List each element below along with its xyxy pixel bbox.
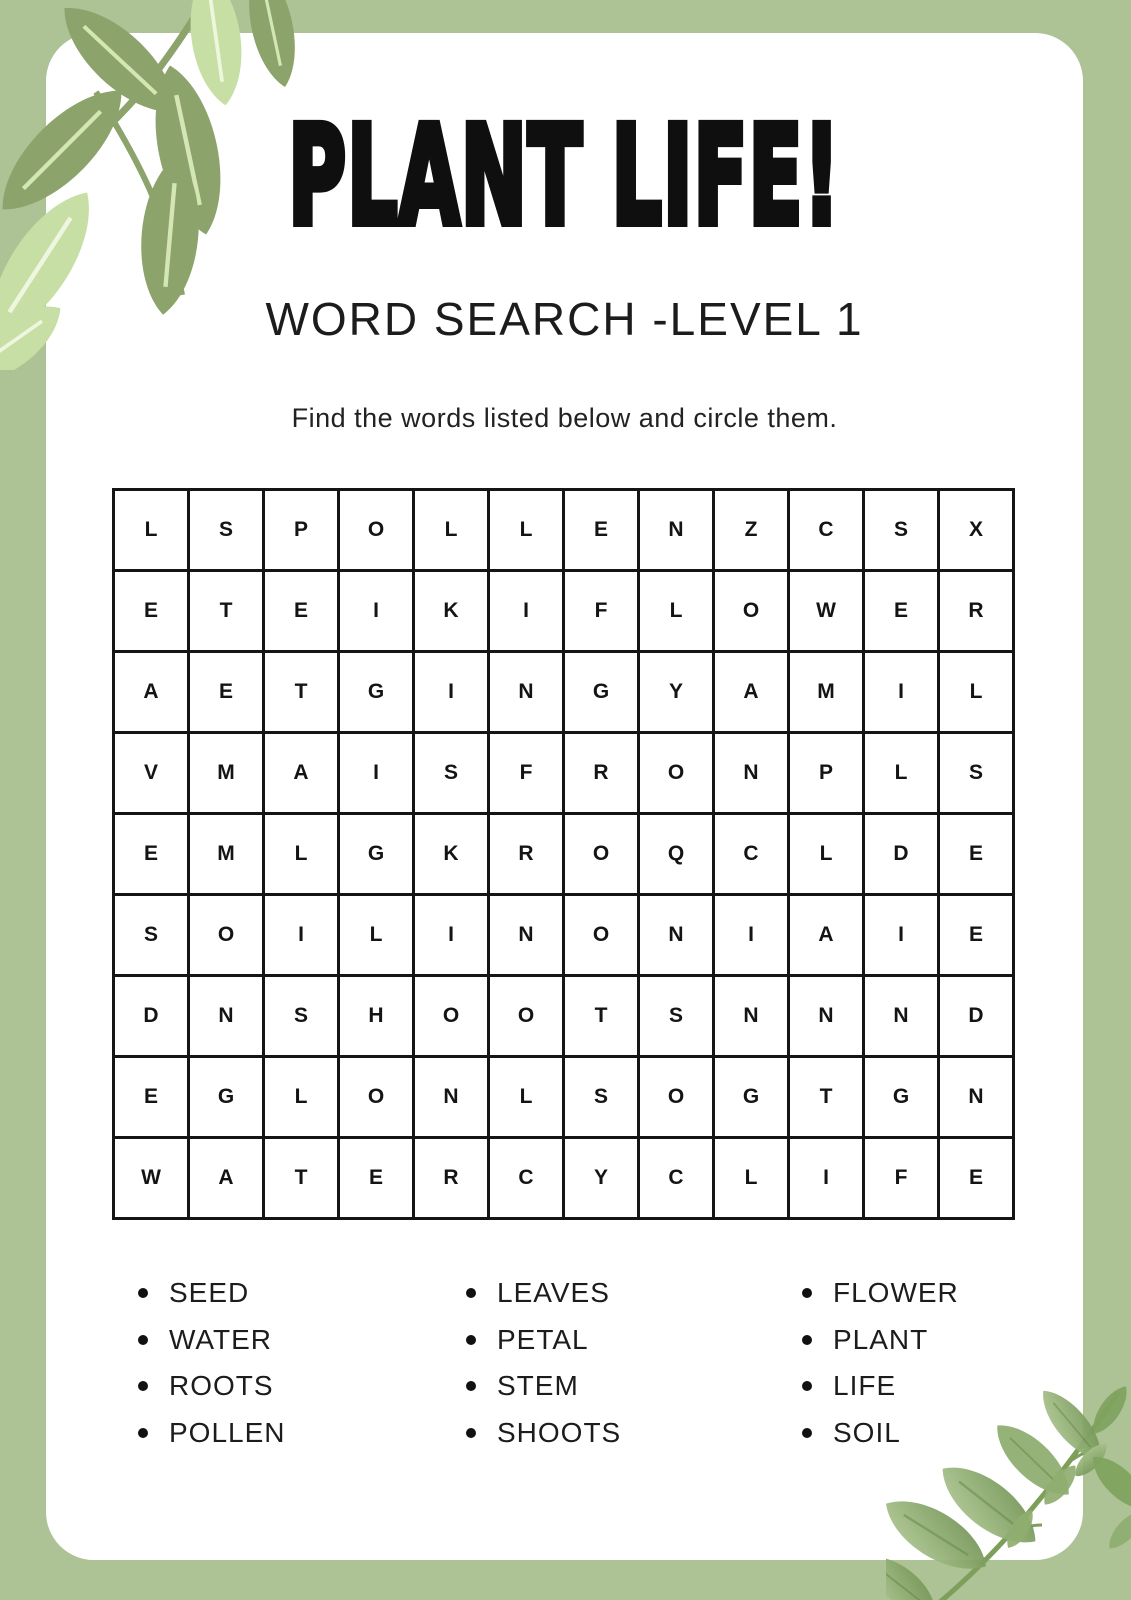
grid-cell[interactable]: L xyxy=(264,814,339,895)
grid-cell[interactable]: A xyxy=(189,1138,264,1219)
grid-cell[interactable]: N xyxy=(639,490,714,571)
word-item: WATER xyxy=(138,1317,286,1364)
grid-cell[interactable]: L xyxy=(714,1138,789,1219)
grid-cell[interactable]: O xyxy=(339,490,414,571)
grid-cell[interactable]: F xyxy=(564,571,639,652)
grid-cell[interactable]: G xyxy=(339,814,414,895)
grid-cell[interactable]: E xyxy=(114,1057,189,1138)
grid-cell[interactable]: I xyxy=(864,895,939,976)
grid-cell[interactable]: D xyxy=(864,814,939,895)
grid-cell[interactable]: F xyxy=(489,733,564,814)
grid-cell[interactable]: G xyxy=(714,1057,789,1138)
grid-cell[interactable]: L xyxy=(264,1057,339,1138)
grid-row xyxy=(114,571,1014,652)
grid-cell[interactable]: R xyxy=(939,571,1014,652)
grid-cell[interactable]: N xyxy=(864,976,939,1057)
grid-cell[interactable]: O xyxy=(189,895,264,976)
word-item: SEED xyxy=(138,1270,286,1317)
grid-cell[interactable]: R xyxy=(489,814,564,895)
grid-cell[interactable]: A xyxy=(114,652,189,733)
grid-cell[interactable]: L xyxy=(864,733,939,814)
grid-cell[interactable]: E xyxy=(339,1138,414,1219)
grid-cell[interactable]: Z xyxy=(714,490,789,571)
grid-row xyxy=(114,1057,1014,1138)
grid-cell[interactable]: L xyxy=(114,490,189,571)
grid-row xyxy=(114,1138,1014,1219)
grid-row xyxy=(114,895,1014,976)
grid-cell[interactable]: N xyxy=(789,976,864,1057)
grid-cell[interactable]: G xyxy=(864,1057,939,1138)
grid-cell[interactable]: S xyxy=(639,976,714,1057)
grid-cell[interactable]: F xyxy=(864,1138,939,1219)
grid-cell[interactable]: C xyxy=(714,814,789,895)
grid-cell[interactable]: M xyxy=(189,814,264,895)
word-item: ROOTS xyxy=(138,1363,286,1410)
grid-cell[interactable]: W xyxy=(789,571,864,652)
grid-cell[interactable]: O xyxy=(564,814,639,895)
grid-cell[interactable]: N xyxy=(489,652,564,733)
grid-row xyxy=(114,652,1014,733)
grid-cell[interactable]: O xyxy=(489,976,564,1057)
word-item: SOIL xyxy=(802,1410,959,1457)
grid-cell[interactable]: I xyxy=(339,733,414,814)
grid-cell[interactable]: N xyxy=(639,895,714,976)
leaf-branch-icon xyxy=(0,0,330,370)
grid-cell[interactable]: I xyxy=(339,571,414,652)
grid-cell[interactable]: R xyxy=(414,1138,489,1219)
grid-cell[interactable]: V xyxy=(114,733,189,814)
grid-cell[interactable]: O xyxy=(714,571,789,652)
grid-row xyxy=(114,814,1014,895)
grid-cell[interactable]: I xyxy=(414,895,489,976)
grid-cell[interactable]: O xyxy=(414,976,489,1057)
grid-cell[interactable]: L xyxy=(489,1057,564,1138)
grid-cell[interactable]: E xyxy=(939,814,1014,895)
grid-cell[interactable]: S xyxy=(864,490,939,571)
grid-cell[interactable]: S xyxy=(939,733,1014,814)
word-column xyxy=(138,1270,286,1456)
page-subtitle: WORD SEARCH -LEVEL 1 xyxy=(265,293,864,345)
grid-cell[interactable]: T xyxy=(189,571,264,652)
grid-cell[interactable]: W xyxy=(114,1138,189,1219)
grid-cell[interactable]: A xyxy=(714,652,789,733)
instruction-text: Find the words listed below and circle them. xyxy=(291,403,838,433)
grid-cell[interactable]: X xyxy=(939,490,1014,571)
grid-cell[interactable]: E xyxy=(264,571,339,652)
grid-cell[interactable]: S xyxy=(114,895,189,976)
grid-cell[interactable]: L xyxy=(639,571,714,652)
grid-cell[interactable]: L xyxy=(939,652,1014,733)
grid-row xyxy=(114,733,1014,814)
grid-cell[interactable]: L xyxy=(789,814,864,895)
word-item: SHOOTS xyxy=(466,1410,621,1457)
word-column xyxy=(466,1270,621,1456)
grid-cell[interactable]: O xyxy=(564,895,639,976)
grid-cell[interactable]: E xyxy=(939,895,1014,976)
grid-cell[interactable]: A xyxy=(264,733,339,814)
grid-cell[interactable]: P xyxy=(264,490,339,571)
grid-cell[interactable]: I xyxy=(489,571,564,652)
grid-cell[interactable]: L xyxy=(489,490,564,571)
grid-cell[interactable]: E xyxy=(564,490,639,571)
leaf xyxy=(239,0,305,91)
grid-cell[interactable]: C xyxy=(789,490,864,571)
grid-cell[interactable]: N xyxy=(414,1057,489,1138)
grid-row xyxy=(114,490,1014,571)
grid-cell[interactable]: C xyxy=(639,1138,714,1219)
grid-cell[interactable]: E xyxy=(189,652,264,733)
grid-cell[interactable]: Y xyxy=(564,1138,639,1219)
grid-cell[interactable]: M xyxy=(789,652,864,733)
grid-cell[interactable]: I xyxy=(714,895,789,976)
grid-cell[interactable]: R xyxy=(564,733,639,814)
grid-cell[interactable]: L xyxy=(339,895,414,976)
word-item: FLOWER xyxy=(802,1270,959,1317)
grid-cell[interactable]: T xyxy=(789,1057,864,1138)
grid-cell[interactable]: D xyxy=(114,976,189,1057)
grid-cell[interactable]: I xyxy=(789,1138,864,1219)
word-item: LEAVES xyxy=(466,1270,621,1317)
grid-cell[interactable]: N xyxy=(189,976,264,1057)
grid-cell[interactable]: T xyxy=(264,1138,339,1219)
grid-cell[interactable]: I xyxy=(414,652,489,733)
grid-cell[interactable]: M xyxy=(189,733,264,814)
grid-cell[interactable]: K xyxy=(414,814,489,895)
grid-cell[interactable]: K xyxy=(414,571,489,652)
grid-cell[interactable]: O xyxy=(339,1057,414,1138)
grid-cell[interactable]: S xyxy=(189,490,264,571)
word-search-grid xyxy=(112,488,1015,1220)
grid-cell[interactable]: N xyxy=(714,733,789,814)
grid-cell[interactable]: T xyxy=(564,976,639,1057)
grid-cell[interactable]: H xyxy=(339,976,414,1057)
grid-cell[interactable]: E xyxy=(939,1138,1014,1219)
grid-cell[interactable]: S xyxy=(564,1057,639,1138)
watercolor-leaf-branch-icon xyxy=(886,1365,1131,1600)
grid-cell[interactable]: P xyxy=(789,733,864,814)
grid-cell[interactable]: E xyxy=(114,814,189,895)
word-item: POLLEN xyxy=(138,1410,286,1457)
word-item: PLANT xyxy=(802,1317,959,1364)
grid-body xyxy=(114,490,1014,1219)
grid-row xyxy=(114,976,1014,1057)
grid-cell[interactable]: Y xyxy=(639,652,714,733)
grid-cell[interactable]: S xyxy=(414,733,489,814)
grid-cell[interactable]: L xyxy=(414,490,489,571)
grid-cell[interactable]: N xyxy=(939,1057,1014,1138)
leaf xyxy=(1103,1506,1131,1555)
page-title: PLANT LIFE! xyxy=(288,98,841,256)
grid-cell[interactable]: E xyxy=(864,571,939,652)
grid-cell[interactable]: E xyxy=(114,571,189,652)
grid-cell[interactable]: N xyxy=(489,895,564,976)
word-item: PETAL xyxy=(466,1317,621,1364)
grid-cell[interactable]: G xyxy=(189,1057,264,1138)
grid-cell[interactable]: O xyxy=(639,1057,714,1138)
grid-cell[interactable]: D xyxy=(939,976,1014,1057)
grid-cell[interactable]: G xyxy=(564,652,639,733)
grid-cell[interactable]: Q xyxy=(639,814,714,895)
grid-cell[interactable]: I xyxy=(264,895,339,976)
grid-cell[interactable]: I xyxy=(864,652,939,733)
word-item: STEM xyxy=(466,1363,621,1410)
word-item: LIFE xyxy=(802,1363,959,1410)
grid-cell[interactable]: O xyxy=(639,733,714,814)
grid-cell[interactable]: A xyxy=(789,895,864,976)
grid-cell[interactable]: G xyxy=(339,652,414,733)
grid-cell[interactable]: T xyxy=(264,652,339,733)
grid-cell[interactable]: S xyxy=(264,976,339,1057)
grid-cell[interactable]: N xyxy=(714,976,789,1057)
grid-cell[interactable]: C xyxy=(489,1138,564,1219)
